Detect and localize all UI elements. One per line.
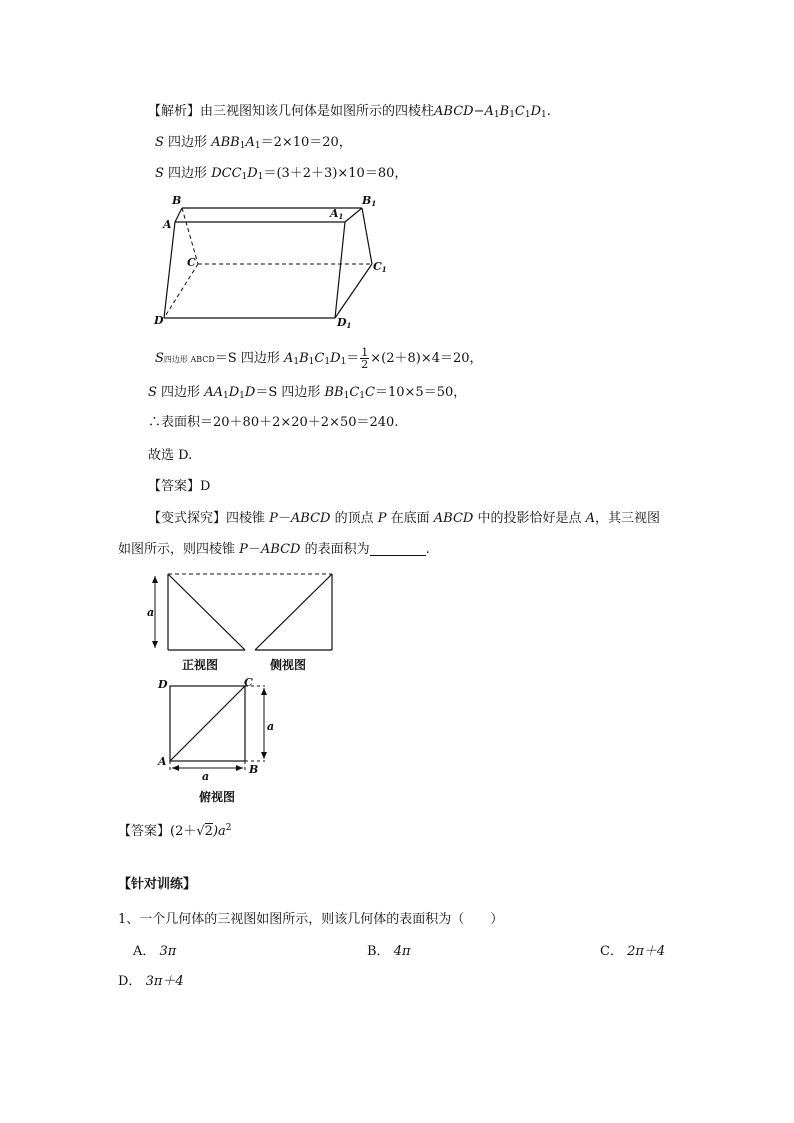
equation-4 [148, 384, 466, 405]
s: S [155, 135, 164, 150]
answer-value: D [200, 479, 211, 494]
option-letter: C． [600, 944, 623, 959]
answer-tag: 【答案】 [118, 824, 171, 839]
option-value: 2π＋4 [627, 944, 666, 959]
option-letter: B． [367, 944, 390, 959]
mid: ＝S 四边形 [214, 351, 284, 366]
sub: 1 [359, 391, 366, 401]
side-view [255, 574, 332, 650]
mid: ＝S 四边形 [255, 385, 325, 400]
answer-2 [118, 819, 232, 841]
q1-stem: 1、一个几何体的三视图如图所示，则该几何体的表面积为（ ） [118, 912, 504, 927]
prism-b1: B [499, 104, 510, 119]
quad: 四边形 [168, 166, 208, 181]
edge-ab [175, 208, 182, 222]
edge-c1d1 [335, 264, 372, 318]
q1-option-c[interactable] [600, 943, 665, 961]
t4: 中的投影恰好是点 [473, 511, 586, 526]
frac-den: 2 [361, 358, 369, 371]
q1-option-a[interactable] [133, 943, 176, 961]
three-views-figure [140, 568, 350, 808]
label-c: C [187, 256, 196, 269]
c: C [349, 385, 360, 400]
option-value: 3π＋4 [145, 974, 184, 989]
close: )a [212, 824, 226, 839]
choose-line: 故选 D. [148, 448, 193, 463]
sub: 1 [222, 391, 229, 401]
analysis-intro: 由三视图知该几何体是如图所示的四棱柱 [200, 104, 435, 119]
p: P [377, 511, 387, 526]
rhs: ＝2×10＝20， [260, 135, 352, 150]
option-value: 3π [159, 944, 177, 959]
sub: 1 [509, 110, 515, 120]
label-a: A [163, 218, 172, 231]
answer-1 [148, 478, 210, 496]
q1-option-d[interactable] [118, 973, 184, 991]
arrow-down-2 [261, 752, 267, 759]
front-view [168, 574, 245, 650]
prism-figure [150, 192, 400, 332]
d2: D [244, 385, 256, 400]
prism-base: ABCD [434, 104, 474, 119]
sub: 1 [293, 357, 300, 367]
sub: 1 [239, 141, 246, 151]
label-a-front: a [147, 606, 155, 619]
abcd: ABCD [290, 511, 331, 526]
sqrt-symbol: √ [196, 824, 205, 839]
front-view-caption: 正视图 [182, 658, 219, 672]
arrow-right [236, 765, 243, 771]
sub: 1 [340, 357, 347, 367]
prism-c1: C [514, 104, 525, 119]
sub: 1 [324, 357, 331, 367]
answer-tag: 【答案】 [148, 479, 201, 494]
edge-ad [164, 222, 175, 318]
variant-line-2 [118, 541, 430, 559]
sub: 1 [254, 141, 261, 151]
a: A [585, 511, 595, 526]
s: S [155, 351, 164, 366]
c: C [314, 351, 325, 366]
open: (2＋ [170, 824, 197, 839]
training-title: 【针对训练】 [118, 877, 197, 892]
sub: 1 [343, 391, 350, 401]
label-d: D [158, 678, 168, 691]
arrow-up [152, 576, 158, 583]
top-view-caption: 俯视图 [199, 790, 236, 804]
d: D [330, 351, 341, 366]
prism-a1: A [484, 104, 494, 119]
prism-d1: D [530, 104, 542, 119]
frac-num: 1 [361, 346, 369, 359]
option-letter: D． [118, 974, 142, 989]
exponent: 2 [225, 823, 232, 833]
option-letter: A． [133, 944, 156, 959]
edge-a1d1 [335, 222, 345, 318]
edge-a1b1 [345, 208, 362, 222]
dash: － [277, 511, 291, 526]
sub: 1 [524, 110, 531, 120]
s: S [155, 166, 164, 181]
abcd: ABCD [260, 542, 301, 557]
equation-5: ∴表面积＝20＋80＋2×20＋2×50＝240. [148, 415, 399, 430]
a: A [283, 351, 294, 366]
name: DCC [211, 166, 242, 181]
t6: 如图所示，则四棱锥 [118, 542, 240, 557]
label-a1: A1 [330, 207, 344, 221]
bb: BB [324, 385, 344, 400]
label-b: B [172, 194, 182, 207]
b: B [299, 351, 309, 366]
arrow-up-2 [261, 688, 267, 695]
side-view-caption: 侧视图 [270, 658, 307, 672]
quad: 四边形 [168, 135, 208, 150]
equation-1 [155, 134, 352, 155]
t7: 的表面积为 [300, 542, 370, 557]
prism-dash: − [473, 104, 485, 119]
variant-tag: 【变式探究】 [148, 511, 227, 526]
label-b1: B1 [362, 194, 377, 208]
name2: D [247, 166, 258, 181]
edge-b1c1 [362, 208, 372, 264]
label-c: C [244, 676, 253, 689]
t2: 的顶点 [330, 511, 378, 526]
top-view [170, 686, 265, 770]
rhs: ×(2＋8)×4＝20， [370, 351, 483, 366]
label-b: B [249, 763, 259, 776]
sub: 1 [541, 110, 547, 120]
arrow-down [152, 641, 158, 648]
sub: 1 [239, 391, 245, 401]
c2: C [365, 385, 375, 400]
fraction-half [360, 347, 369, 370]
d: D [228, 385, 240, 400]
label-a-right: a [267, 720, 275, 733]
eq: ＝ [346, 351, 360, 366]
t3: 在底面 [386, 511, 434, 526]
variant-line-1 [148, 510, 660, 528]
sub: 1 [257, 172, 264, 182]
label-a-bottom: a [202, 770, 210, 783]
equation-2 [155, 165, 407, 186]
period: . [425, 542, 430, 557]
q1-option-b[interactable] [367, 943, 411, 961]
analysis-line [148, 103, 551, 124]
arrow-left [172, 765, 179, 771]
answer-blank[interactable] [370, 543, 426, 556]
option-value: 4π [393, 944, 411, 959]
quad: 四边形 [161, 385, 201, 400]
label-d1: D1 [337, 316, 352, 330]
t5: ，其三视图 [594, 511, 660, 526]
s: S [148, 385, 157, 400]
name: ABB [211, 135, 240, 150]
label-c1: C1 [373, 260, 387, 274]
name2: A [245, 135, 255, 150]
label-a: A [158, 755, 167, 768]
sub: 1 [241, 172, 248, 182]
period: . [546, 104, 551, 119]
aa: AA [204, 385, 223, 400]
small-quad: 四边形 ABCD [163, 355, 215, 364]
radicand: 2 [204, 824, 213, 839]
analysis-tag: 【解析】 [148, 104, 201, 119]
sub: 1 [493, 110, 500, 120]
equation-3 [155, 347, 483, 371]
t1: 四棱锥 [226, 511, 270, 526]
rhs: ＝(3＋2＋3)×10＝80， [263, 166, 408, 181]
dash: － [247, 542, 261, 557]
p: P [239, 542, 248, 557]
abcd: ABCD [433, 511, 474, 526]
label-d: D [154, 314, 164, 327]
sub: 1 [308, 357, 315, 367]
p: P [269, 511, 278, 526]
rhs: ＝10×5＝50， [374, 385, 467, 400]
